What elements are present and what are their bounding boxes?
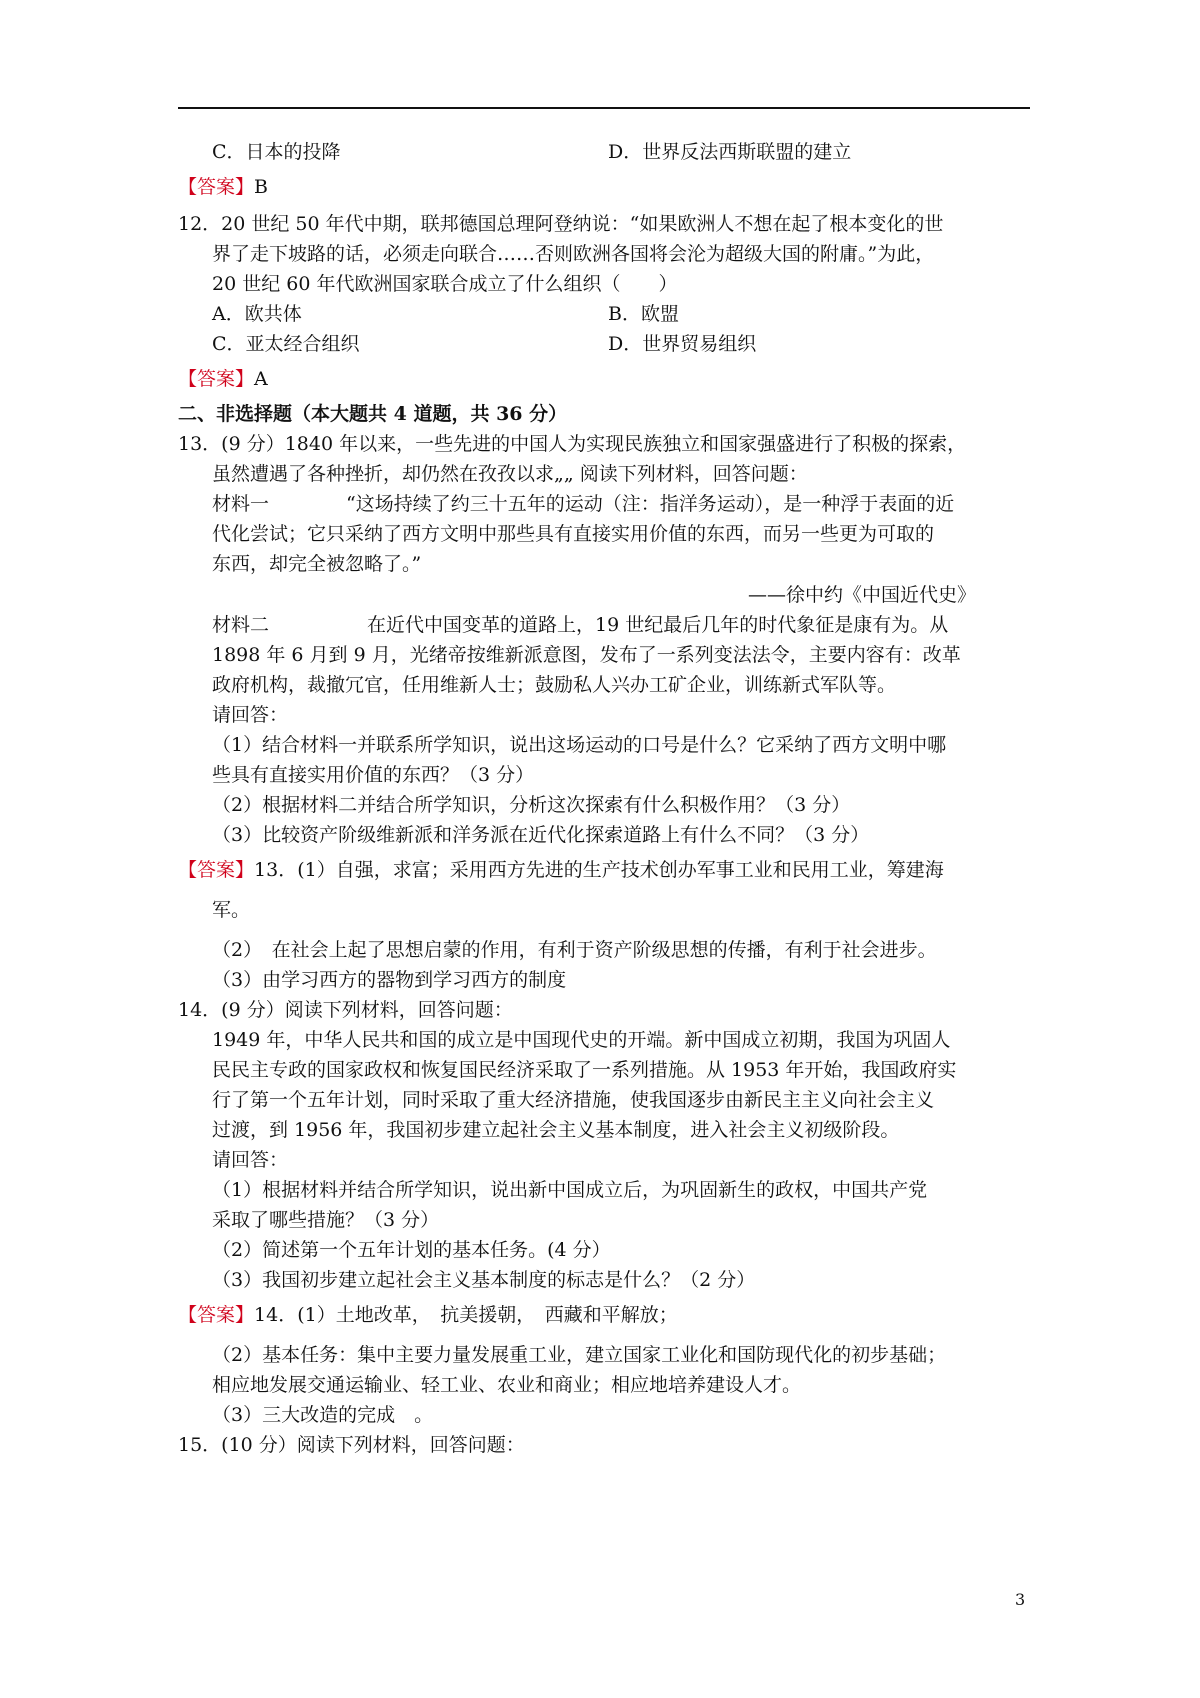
answer-tag: 【答案】 bbox=[178, 368, 255, 390]
q15-stem: 15．(10 分）阅读下列材料，回答问题： bbox=[178, 1434, 525, 1456]
q14-material-line1: 1949 年，中华人民共和国的成立是中国现代史的开端。新中国成立初期，我国为巩固人 bbox=[212, 1029, 951, 1051]
answer-value: B bbox=[254, 176, 268, 198]
q14-sub1-line2: 采取了哪些措施？（3 分） bbox=[212, 1209, 440, 1231]
answer-tag: 【答案】 bbox=[178, 859, 255, 881]
q12-answer bbox=[178, 367, 268, 391]
q14-material-line4: 过渡，到 1956 年，我国初步建立起社会主义基本制度，进入社会主义初级阶段。 bbox=[212, 1119, 900, 1141]
q14-sub2: （2）简述第一个五年计划的基本任务。(4 分） bbox=[212, 1239, 611, 1261]
answer-value: A bbox=[254, 368, 268, 390]
q13-answer-sub2: （2） 在社会上起了思想启蒙的作用，有利于资产阶级思想的传播，有利于社会进步。 bbox=[212, 939, 937, 961]
q13-answer-sub3: （3）由学习西方的器物到学习西方的制度 bbox=[212, 969, 567, 991]
header-rule bbox=[178, 107, 1030, 109]
q13-answer-line2: 军。 bbox=[212, 899, 251, 921]
answer-tag: 【答案】 bbox=[178, 176, 255, 198]
q13-stem-line1: 13．(9 分）1840 年以来，一些先进的中国人为实现民族独立和国家强盛进行了积极的探索， bbox=[178, 433, 967, 455]
q13-material1-line1: “这场持续了约三十五年的运动（注：指洋务运动），是一种浮于表面的近 bbox=[346, 493, 955, 515]
q13-material2-label: 材料二 bbox=[212, 614, 270, 636]
answer-text: 13．(1）自强，求富；采用西方先进的生产技术创办军事工业和民用工业，筹建海 bbox=[254, 859, 944, 881]
answer-tag: 【答案】 bbox=[178, 1304, 255, 1326]
q13-material2-line3: 政府机构，裁撤冗官，任用维新人士；鼓励私人兴办工矿企业，训练新式军队等。 bbox=[212, 674, 897, 696]
q14-stem: 14．(9 分）阅读下列材料，回答问题： bbox=[178, 999, 513, 1021]
q13-material2-line1: 在近代中国变革的道路上，19 世纪最后几年的时代象征是康有为。从 bbox=[367, 614, 949, 636]
q14-answer-sub2-line1: （2）基本任务：集中主要力量发展重工业，建立国家工业化和国防现代化的初步基础； bbox=[212, 1344, 947, 1366]
q13-answer-line1 bbox=[178, 858, 944, 882]
q14-material-line3: 行了第一个五年计划，同时采取了重大经济措施，使我国逐步由新民主主义向社会主义 bbox=[212, 1089, 935, 1111]
q13-ask: 请回答： bbox=[212, 704, 289, 726]
q14-answer-sub3: （3）三大改造的完成 。 bbox=[212, 1404, 434, 1426]
q14-ask: 请回答： bbox=[212, 1149, 289, 1171]
q14-sub1-line1: （1）根据材料并结合所学知识，说出新中国成立后，为巩固新生的政权，中国共产党 bbox=[212, 1179, 928, 1201]
q11-answer bbox=[178, 175, 268, 199]
answer-text: 14．(1）土地改革， 抗美援朝， 西藏和平解放； bbox=[254, 1304, 678, 1326]
q14-sub3: （3）我国初步建立起社会主义基本制度的标志是什么？（2 分） bbox=[212, 1269, 756, 1291]
q13-sub2: （2）根据材料二并结合所学知识，分析这次探索有什么积极作用？（3 分） bbox=[212, 794, 851, 816]
q13-sub1-line1: （1）结合材料一并联系所学知识，说出这场运动的口号是什么？它采纳了西方文明中哪 bbox=[212, 734, 947, 756]
q12-option-a: A．欧共体 bbox=[212, 303, 302, 325]
q14-material-line2: 民民主专政的国家政权和恢复国民经济采取了一系列措施。从 1953 年开始，我国政府实 bbox=[212, 1059, 957, 1081]
q12-stem-line3: 20 世纪 60 年代欧洲国家联合成立了什么组织（ ） bbox=[212, 273, 678, 295]
page-number: 3 bbox=[1015, 1590, 1026, 1609]
q13-material2-line2: 1898 年 6 月到 9 月，光绪帝按维新派意图，发布了一系列变法法令，主要内容有：改革 bbox=[212, 644, 961, 666]
section-heading: 二、非选择题（本大题共 4 道题，共 36 分） bbox=[178, 403, 568, 425]
q13-material1-line2: 代化尝试；它只采纳了西方文明中那些具有直接实用价值的东西，而另一些更为可取的 bbox=[212, 523, 935, 545]
q11-option-d: D．世界反法西斯联盟的建立 bbox=[608, 141, 852, 163]
q12-option-d: D．世界贸易组织 bbox=[608, 333, 757, 355]
q13-material1-source: ——徐中约《中国近代史》 bbox=[748, 584, 977, 606]
q13-material1-label: 材料一 bbox=[212, 493, 270, 515]
q14-answer-line1 bbox=[178, 1303, 678, 1327]
q12-stem-line1: 12．20 世纪 50 年代中期，联邦德国总理阿登纳说：“如果欧洲人不想在起了根本变化的世 bbox=[178, 213, 944, 235]
q13-sub1-line2: 些具有直接实用价值的东西？（3 分） bbox=[212, 764, 535, 786]
q13-material1-line3: 东西，却完全被忽略了。” bbox=[212, 553, 422, 575]
q14-answer-sub2-line2: 相应地发展交通运输业、轻工业、农业和商业；相应地培养建设人才。 bbox=[212, 1374, 802, 1396]
q11-option-c: C．日本的投降 bbox=[212, 141, 341, 163]
q12-option-b: B．欧盟 bbox=[608, 303, 679, 325]
q12-option-c: C．亚太经合组织 bbox=[212, 333, 360, 355]
q13-sub3: （3）比较资产阶级维新派和洋务派在近代化探索道路上有什么不同？（3 分） bbox=[212, 824, 870, 846]
q12-stem-line2: 界了走下坡路的话，必须走向联合……否则欧洲各国将会沦为超级大国的附庸。”为此， bbox=[212, 243, 935, 265]
q13-stem-line2: 虽然遭遇了各种挫折，却仍然在孜孜以求„„ 阅读下列材料，回答问题： bbox=[212, 463, 808, 485]
